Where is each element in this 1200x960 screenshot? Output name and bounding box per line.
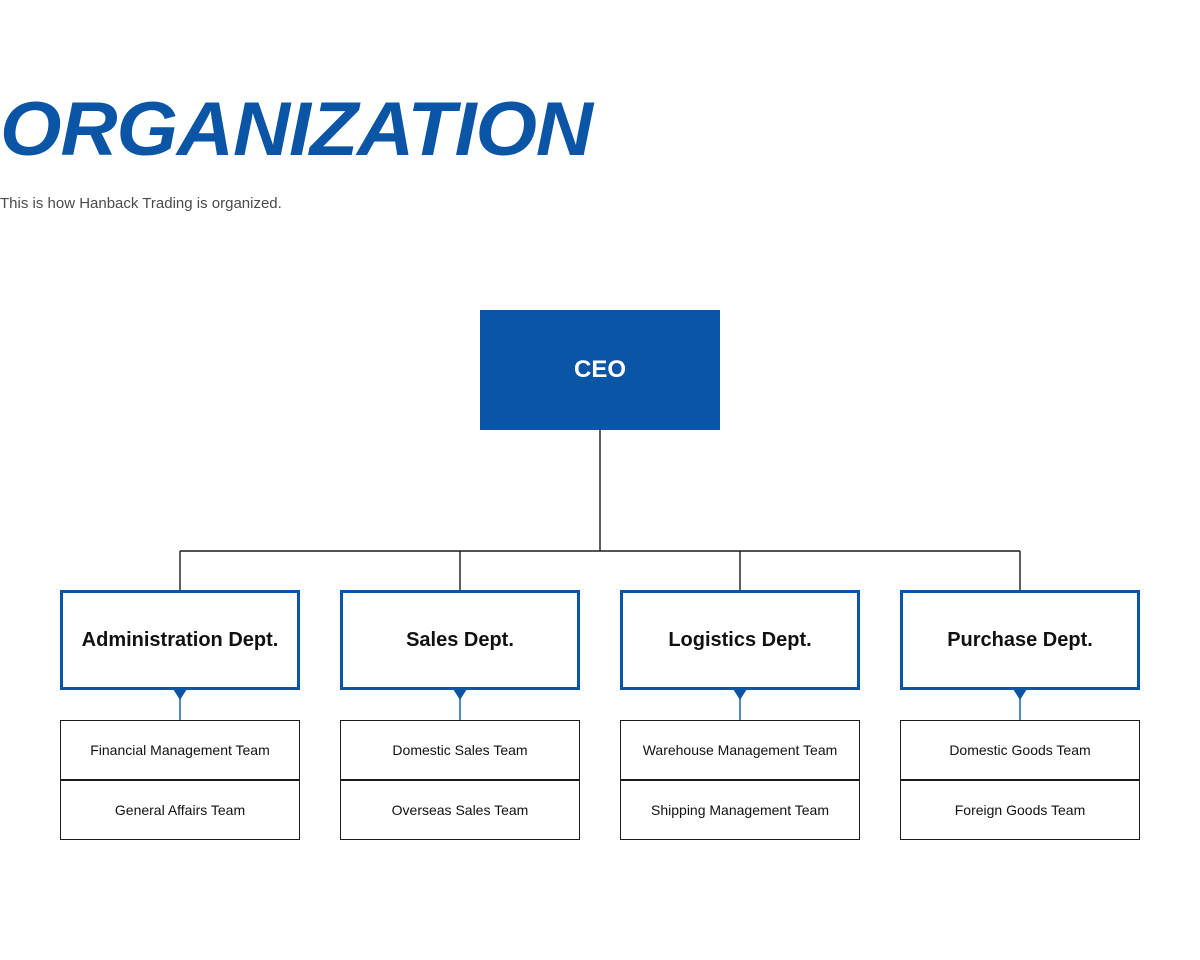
org-node-department[interactable] [900, 590, 1140, 690]
org-node-team[interactable] [900, 780, 1140, 840]
org-node-team-label: Domestic Sales Team [392, 742, 528, 758]
page-title: ORGANIZATION [0, 87, 592, 172]
org-node-department-label: Sales Dept. [406, 628, 514, 651]
org-node-department[interactable] [60, 590, 300, 690]
org-node-team[interactable] [60, 720, 300, 780]
org-node-department-label: Administration Dept. [81, 628, 279, 651]
org-node-ceo-label: CEO [573, 356, 626, 383]
org-node-ceo[interactable] [480, 310, 720, 430]
org-node-department-label: Logistics Dept. [668, 628, 812, 651]
org-node-department[interactable] [620, 590, 860, 690]
org-node-team[interactable] [340, 780, 580, 840]
page-subtitle: This is how Hanback Trading is organized. [0, 195, 282, 212]
org-node-team[interactable] [340, 720, 580, 780]
org-node-team-label: Financial Management Team [90, 742, 270, 758]
org-node-team-label: Foreign Goods Team [954, 802, 1086, 818]
org-node-department[interactable] [340, 590, 580, 690]
org-node-department-label: Purchase Dept. [947, 628, 1093, 651]
org-node-team-label: General Affairs Team [114, 802, 246, 818]
org-node-team-label: Shipping Management Team [651, 802, 829, 818]
org-node-team[interactable] [620, 780, 860, 840]
org-node-team-label: Domestic Goods Team [949, 742, 1091, 758]
org-node-team[interactable] [60, 780, 300, 840]
org-node-team[interactable] [620, 720, 860, 780]
org-node-team-label: Overseas Sales Team [391, 802, 529, 818]
org-node-team[interactable] [900, 720, 1140, 780]
org-node-team-label: Warehouse Management Team [642, 742, 838, 758]
